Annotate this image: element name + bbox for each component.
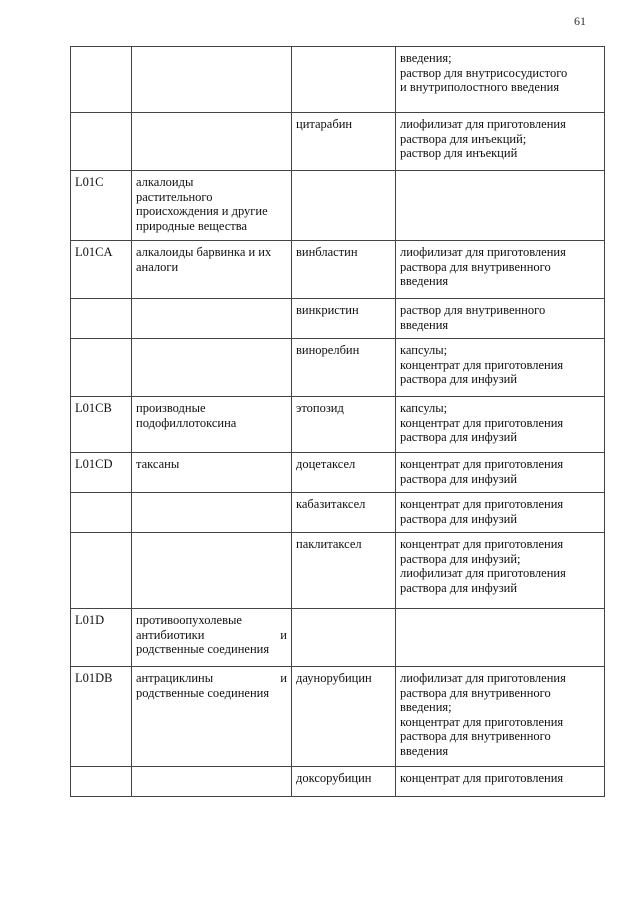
dosage-form-line: введения xyxy=(400,743,449,758)
drug-name: винорелбин xyxy=(296,343,360,357)
atc-code: L01D xyxy=(75,613,105,627)
anatomical-group-cell xyxy=(132,171,292,241)
dosage-form-line: концентрат для приготовления xyxy=(400,497,564,511)
table-row xyxy=(71,493,605,533)
anatomical-group-cell xyxy=(132,667,292,767)
dosage-form-line: раствора для инфузий xyxy=(400,580,518,595)
table-row xyxy=(71,609,605,667)
group-name-line: родственные соединения xyxy=(136,685,270,700)
dosage-form-line: капсулы; xyxy=(400,401,448,415)
dosage-forms-cell xyxy=(396,493,605,533)
atc-code-cell xyxy=(71,609,132,667)
dosage-form-line: концентрат для приготовления xyxy=(400,771,564,785)
atc-code-cell xyxy=(71,47,132,113)
anatomical-group-cell xyxy=(132,533,292,609)
dosage-forms-cell xyxy=(396,533,605,609)
dosage-form-line: лиофилизат для приготовления xyxy=(400,566,566,580)
drug-name: цитарабин xyxy=(296,117,353,131)
atc-code-cell xyxy=(71,299,132,339)
dosage-forms-cell xyxy=(396,171,605,241)
dosage-form-line: лиофилизат для приготовления xyxy=(400,245,566,259)
anatomical-group-cell xyxy=(132,493,292,533)
dosage-form-line: раствор для внутрисосудистого xyxy=(400,65,568,80)
dosage-form-line: раствора для внутривенного xyxy=(400,259,551,274)
drug-name-cell xyxy=(292,241,396,299)
atc-code: L01DB xyxy=(75,671,113,685)
table-row xyxy=(71,299,605,339)
atc-code-cell xyxy=(71,397,132,453)
drug-name-cell xyxy=(292,47,396,113)
dosage-form-line: раствора для внутривенного xyxy=(400,685,551,700)
dosage-forms-cell xyxy=(396,47,605,113)
dosage-forms-cell xyxy=(396,339,605,397)
anatomical-group-cell xyxy=(132,113,292,171)
drug-name-cell xyxy=(292,113,396,171)
table-row xyxy=(71,171,605,241)
dosage-form-line: концентрат для приготовления xyxy=(400,415,564,430)
atc-code-cell xyxy=(71,767,132,797)
drug-name: доцетаксел xyxy=(296,457,356,471)
group-name-line: происхождения и другие xyxy=(136,204,268,218)
atc-code-cell xyxy=(71,453,132,493)
group-name-line: алкалоиды xyxy=(136,175,194,189)
anatomical-group-cell xyxy=(132,609,292,667)
dosage-form-line: концентрат для приготовления xyxy=(400,714,564,729)
dosage-form-line: раствора для инфузий; xyxy=(400,551,521,566)
table-row xyxy=(71,533,605,609)
medication-table xyxy=(70,46,605,797)
dosage-forms-cell xyxy=(396,609,605,667)
group-name-line: антрациклины и xyxy=(136,671,287,685)
dosage-form-line: раствора для инфузий xyxy=(400,471,518,486)
table-row xyxy=(71,453,605,493)
dosage-forms-cell xyxy=(396,397,605,453)
dosage-form-line: введения; xyxy=(400,51,452,65)
dosage-form-line: раствора для инфузий xyxy=(400,430,518,444)
table-row xyxy=(71,397,605,453)
anatomical-group-cell xyxy=(132,453,292,493)
drug-name: этопозид xyxy=(296,401,344,415)
atc-code-cell xyxy=(71,113,132,171)
atc-code: L01C xyxy=(75,175,104,189)
drug-name: винкристин xyxy=(296,303,359,317)
dosage-form-line: введения xyxy=(400,274,449,288)
group-name-line: производные xyxy=(136,401,206,415)
atc-code-cell xyxy=(71,241,132,299)
table-row xyxy=(71,113,605,171)
dosage-forms-cell xyxy=(396,241,605,299)
dosage-form-line: и внутриполостного введения xyxy=(400,80,560,94)
dosage-form-line: введения; xyxy=(400,700,452,714)
drug-name-cell xyxy=(292,667,396,767)
drug-name-cell xyxy=(292,767,396,797)
dosage-forms-cell xyxy=(396,767,605,797)
drug-name: доксорубицин xyxy=(296,771,372,785)
dosage-forms-cell xyxy=(396,299,605,339)
dosage-form-line: лиофилизат для приготовления xyxy=(400,117,566,131)
atc-code-cell xyxy=(71,667,132,767)
drug-name: даунорубицин xyxy=(296,671,372,685)
anatomical-group-cell xyxy=(132,767,292,797)
atc-code: L01CD xyxy=(75,457,113,471)
group-name-line: алкалоиды барвинка и их xyxy=(136,245,272,259)
dosage-form-line: раствора для инфузий xyxy=(400,372,518,386)
group-name-line: растительного xyxy=(136,189,213,204)
group-name-line: таксаны xyxy=(136,457,180,471)
drug-name-cell xyxy=(292,493,396,533)
atc-code: L01CB xyxy=(75,401,112,415)
table-row xyxy=(71,667,605,767)
table-row xyxy=(71,47,605,113)
dosage-form-line: раствора для инфузий xyxy=(400,511,518,526)
dosage-forms-cell xyxy=(396,667,605,767)
atc-code: L01CA xyxy=(75,245,113,259)
dosage-form-line: раствора для внутривенного xyxy=(400,729,551,743)
group-name-line: подофиллотоксина xyxy=(136,415,237,430)
drug-name: кабазитаксел xyxy=(296,497,366,511)
group-name-line: противоопухолевые xyxy=(136,613,242,627)
dosage-form-line: капсулы; xyxy=(400,343,448,357)
group-name-line: аналоги xyxy=(136,259,179,274)
anatomical-group-cell xyxy=(132,241,292,299)
dosage-form-line: раствор для внутривенного xyxy=(400,303,546,317)
dosage-form-line: раствор для инъекций xyxy=(400,146,518,160)
drug-name-cell xyxy=(292,397,396,453)
drug-name-cell xyxy=(292,339,396,397)
drug-name-cell xyxy=(292,453,396,493)
group-name-line: родственные соединения xyxy=(136,642,270,656)
dosage-form-line: концентрат для приготовления xyxy=(400,457,564,471)
atc-code-cell xyxy=(71,493,132,533)
drug-name-cell xyxy=(292,609,396,667)
anatomical-group-cell xyxy=(132,47,292,113)
dosage-forms-cell xyxy=(396,113,605,171)
anatomical-group-cell xyxy=(132,397,292,453)
drug-name: паклитаксел xyxy=(296,537,362,551)
dosage-form-line: концентрат для приготовления xyxy=(400,357,564,372)
atc-code-cell xyxy=(71,171,132,241)
table-row xyxy=(71,339,605,397)
dosage-forms-cell xyxy=(396,453,605,493)
anatomical-group-cell xyxy=(132,339,292,397)
atc-code-cell xyxy=(71,339,132,397)
atc-code-cell xyxy=(71,533,132,609)
drug-name-cell xyxy=(292,171,396,241)
dosage-form-line: введения xyxy=(400,317,449,332)
anatomical-group-cell xyxy=(132,299,292,339)
group-name-line: природные вещества xyxy=(136,218,248,233)
table-row xyxy=(71,241,605,299)
dosage-form-line: концентрат для приготовления xyxy=(400,537,564,551)
dosage-form-line: лиофилизат для приготовления xyxy=(400,671,566,685)
group-name-line: антибиотики и xyxy=(136,627,287,642)
table-row xyxy=(71,767,605,797)
page-number: 61 xyxy=(574,14,586,28)
drug-name-cell xyxy=(292,299,396,339)
drug-name: винбластин xyxy=(296,245,358,259)
drug-name-cell xyxy=(292,533,396,609)
dosage-form-line: раствора для инъекций; xyxy=(400,131,527,146)
